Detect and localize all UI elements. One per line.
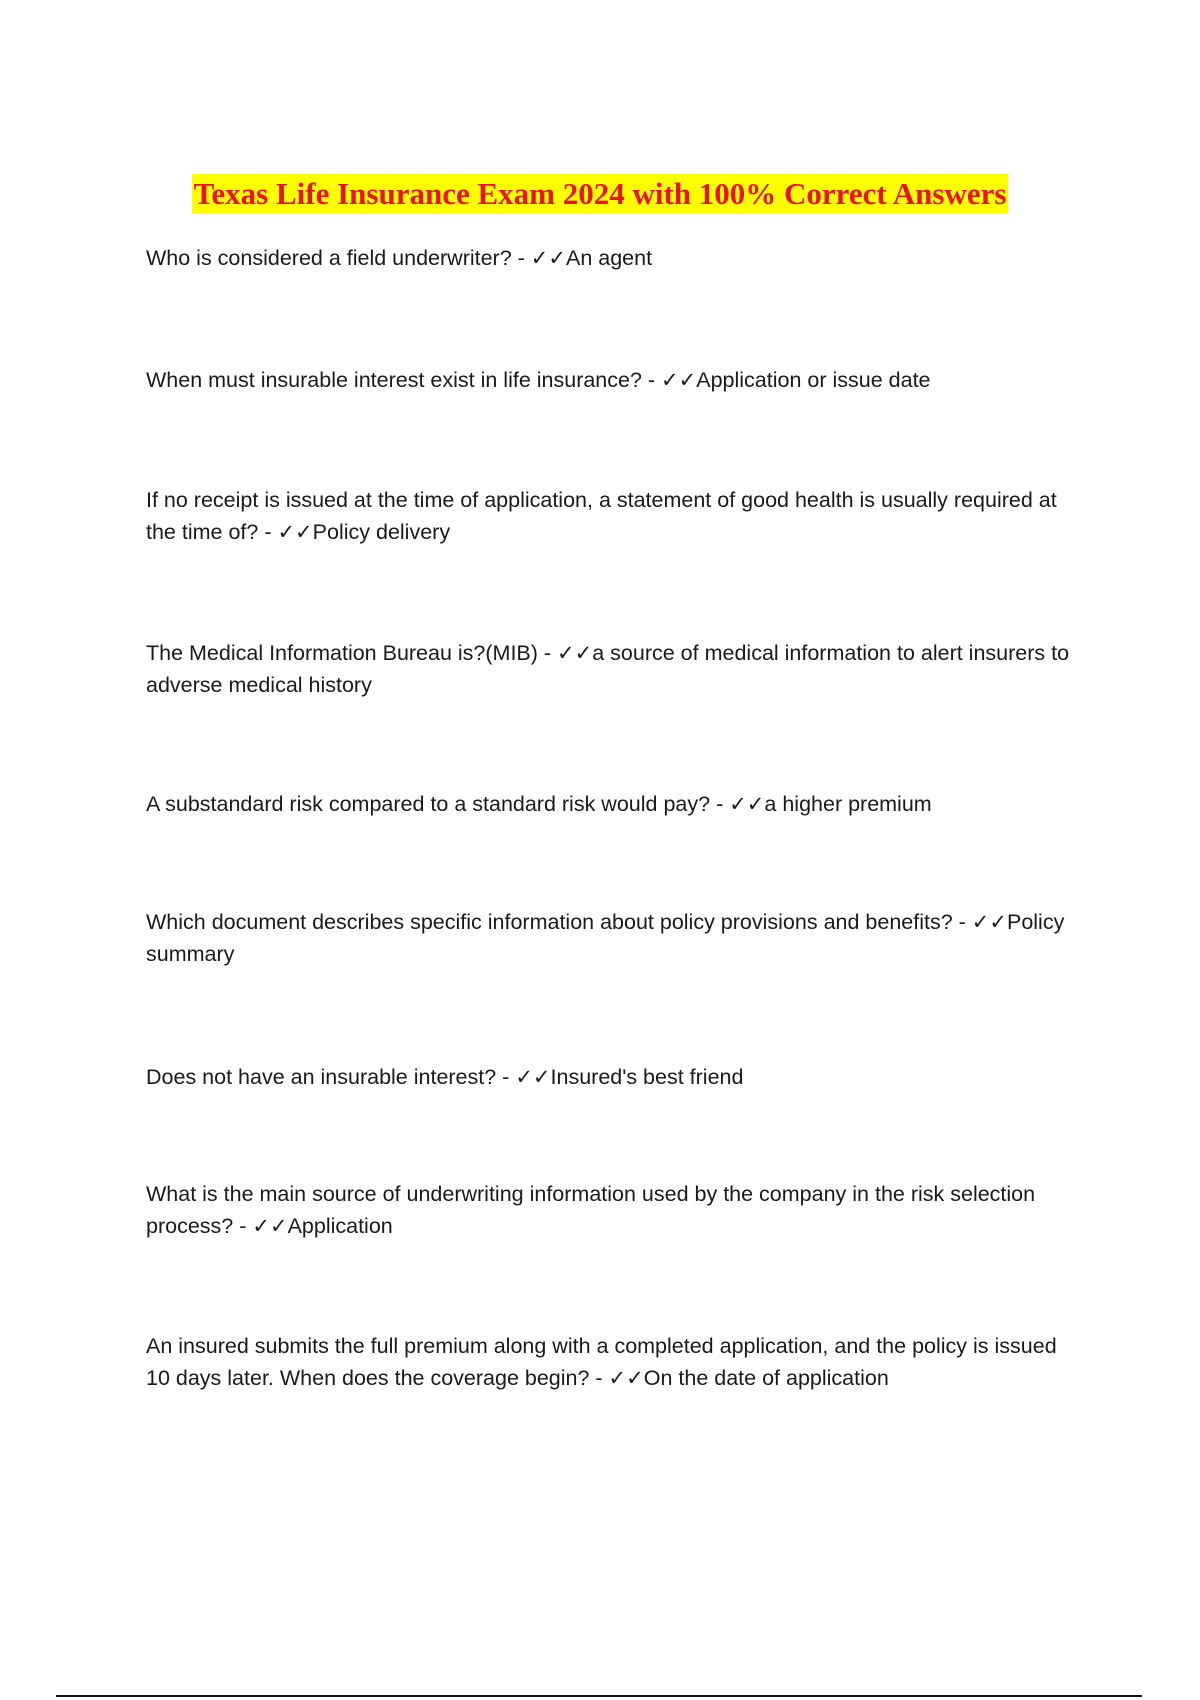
- qa-item-3: [146, 484, 1086, 548]
- separator: -: [511, 246, 531, 270]
- qa-item-1: [146, 242, 1086, 274]
- question-text: Who is considered a field underwriter?: [146, 246, 512, 270]
- separator: -: [710, 792, 730, 816]
- question-text: An insured submits the full premium along with a completed application, and the policy is issued 10 days later. When does the coverage begin?: [146, 1334, 1057, 1390]
- answer-text: An agent: [566, 246, 653, 270]
- double-check-icon: ✓✓: [661, 368, 697, 392]
- double-check-icon: ✓✓: [530, 246, 566, 270]
- separator: -: [589, 1366, 609, 1390]
- footer-divider: [56, 1695, 1142, 1697]
- qa-item-2: [146, 364, 1086, 396]
- separator: -: [233, 1214, 253, 1238]
- question-text: A substandard risk compared to a standard risk would pay?: [146, 792, 711, 816]
- double-check-icon: ✓✓: [608, 1366, 644, 1390]
- qa-item-4: [146, 637, 1086, 701]
- qa-item-9: [146, 1330, 1086, 1394]
- qa-item-5: [146, 788, 1086, 820]
- double-check-icon: ✓✓: [557, 641, 593, 665]
- qa-item-8: [146, 1178, 1086, 1242]
- question-text: What is the main source of underwriting information used by the company in the risk selection process?: [146, 1182, 1036, 1238]
- separator: -: [952, 910, 972, 934]
- answer-text: a higher premium: [764, 792, 932, 816]
- answer-text: Insured's best friend: [550, 1065, 744, 1089]
- double-check-icon: ✓✓: [277, 520, 313, 544]
- title-container: [0, 174, 1200, 214]
- answer-text: a source of medical information to alert insurers to adverse medical history: [146, 641, 1070, 697]
- question-text: Which document describes specific information about policy provisions and benefits?: [146, 910, 953, 934]
- document-title: Texas Life Insurance Exam 2024 with 100% Correct Answers: [192, 174, 1009, 214]
- answer-text: On the date of application: [643, 1366, 889, 1390]
- qa-item-7: [146, 1061, 1086, 1093]
- question-text: The Medical Information Bureau is?(MIB): [146, 641, 538, 665]
- question-text: Does not have an insurable interest?: [146, 1065, 497, 1089]
- separator: -: [258, 520, 278, 544]
- qa-item-6: [146, 906, 1086, 970]
- answer-text: Application or issue date: [696, 368, 931, 392]
- separator: -: [641, 368, 662, 392]
- separator: -: [537, 641, 558, 665]
- double-check-icon: ✓✓: [252, 1214, 288, 1238]
- question-text: If no receipt is issued at the time of application, a statement of good health is usually required at the time of?: [146, 488, 1057, 544]
- answer-text: Policy summary: [146, 910, 1065, 966]
- answer-text: Application: [287, 1214, 393, 1238]
- separator: -: [496, 1065, 516, 1089]
- double-check-icon: ✓✓: [971, 910, 1007, 934]
- answer-text: Policy delivery: [312, 520, 451, 544]
- double-check-icon: ✓✓: [729, 792, 765, 816]
- question-text: When must insurable interest exist in life insurance?: [146, 368, 642, 392]
- double-check-icon: ✓✓: [515, 1065, 551, 1089]
